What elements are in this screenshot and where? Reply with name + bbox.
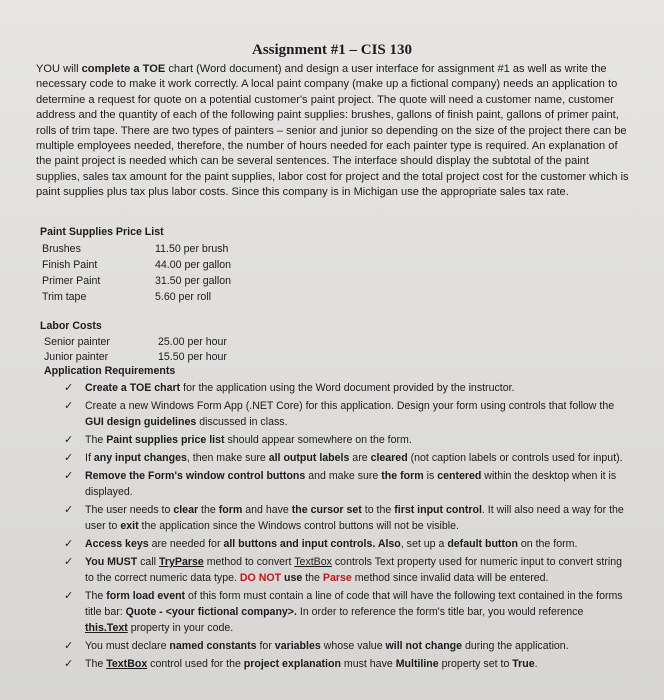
requirement-text-run: call [137,556,159,568]
requirement-text-run: the application since the Windows control buttons will not be visible. [138,520,459,532]
requirement-text [85,556,622,584]
requirement-text-run: all output labels [268,452,350,464]
requirement-text-run: whose value [320,640,386,652]
requirement-text-run: are [349,452,371,464]
requirement-item [64,398,624,430]
intro-paragraph [36,62,632,201]
requirement-text-run: the cursor set [291,504,362,516]
labor-cost-name: Senior painter [44,336,110,348]
requirement-item [64,656,624,672]
requirement-text [85,640,569,652]
requirement-text-run: Parse [322,572,352,584]
requirement-item [64,554,624,586]
requirement-text [85,434,412,446]
requirement-text-run: is [423,470,438,482]
requirement-text [85,382,515,394]
checkmark-icon: ✓ [64,504,74,516]
labor-cost-price: 15.50 per hour [158,351,227,363]
requirement-text-run: The user needs to [85,504,174,516]
requirement-text [85,590,623,634]
requirement-text-run: method since invalid data will be entered. [351,572,549,584]
requirement-text-run: the [302,572,323,584]
requirement-text-run: TryParse [158,556,204,568]
requirement-text-run: default button [447,538,518,550]
requirement-text [85,400,614,428]
requirement-text-run: this.Text [85,622,128,634]
requirement-text-run: controls Text property used for numeric input to convert string to the correct numeric data type. [85,556,623,584]
checkmark-icon: ✓ [64,400,74,412]
requirement-text-run: In order to reference the form's title bar, you would reference [296,606,584,618]
requirement-text-run: property set to [438,658,513,670]
requirement-text-run: . [534,658,538,670]
requirement-text-run: clear [173,504,199,516]
labor-cost-name: Junior painter [44,351,109,363]
requirement-text-run: on the form. [517,538,578,550]
requirement-item [64,468,624,500]
requirement-text-run: variables [274,640,321,652]
requirements-heading: Application Requirements [44,365,176,377]
requirement-text-run: Quote - <your fictional company>. [125,606,297,618]
requirement-text-run: (not caption labels or controls used for input). [407,452,623,464]
requirement-text-run: centered [437,470,482,482]
assignment-title: Assignment #1 – CIS 130 [251,42,413,58]
requirement-text-run: should appear somewhere on the form. [224,434,412,446]
requirement-text-run: Remove the Form's window control buttons [85,470,306,482]
checkmark-icon: ✓ [64,538,74,550]
requirement-text-run: exit [120,520,139,532]
requirement-text-run: any input changes [93,452,187,464]
paint-supplies-heading: Paint Supplies Price List [40,226,164,238]
requirement-text-run: method to convert [203,556,295,568]
checkmark-icon: ✓ [64,590,74,602]
requirement-text-run: TextBox [294,556,332,568]
paint-supply-name: Finish Paint [42,259,98,271]
paint-supply-price: 11.50 per brush [155,243,229,255]
intro-text-run: chart (Word document) and design a user interface for assignment #1 as well as write the necessary code to make it work correctly. A local paint company (make up a fictional company) needs an application to determine a request for quote on a potential customer's paint project. The quote will need a customer name, customer address and the quantity of each of the following paint supplies: brushes, gallons of finish paint, gallons of primer paint, rolls of trim tape. There are two types of painters – senior and junior so depending on the size of the project there can be multiple employees needed, therefore, the number of hours needed for each painter type is required. An explanation of the paint project is needed which can be several sentences. The interface should display the subtotal of the paint supplies, sales tax amount for the paint supplies, labor cost for project and the total project cost for the customer which is paint supplies plus tax plus labor costs. Since this company is in Michigan use the appropriate sales tax rate. [36,63,629,199]
labor-cost-price: 25.00 per hour [158,336,227,348]
requirement-item [64,502,624,534]
requirement-text-run: and have [242,504,292,516]
requirement-text-run: discussed in class. [196,416,288,428]
requirement-text-run: Access keys [85,538,149,550]
labor-costs-heading: Labor Costs [40,320,102,332]
requirement-text [85,452,623,464]
requirement-item [64,536,624,552]
requirement-text-run: are needed for [148,538,224,550]
requirement-text-run: must have [340,658,396,670]
requirement-text-run: project explanation [243,658,341,670]
requirement-text-run: to the [361,504,395,516]
checkmark-icon: ✓ [64,470,74,482]
requirement-text-run: If [85,452,94,464]
requirement-text-run: DO NOT [239,572,282,584]
checkmark-icon: ✓ [64,658,74,670]
requirement-text-run: first input control [394,504,482,516]
checkmark-icon: ✓ [64,452,74,464]
paint-supply-price: 31.50 per gallon [155,275,231,287]
requirement-text-run: the [198,504,219,516]
paint-supply-name: Primer Paint [42,275,101,287]
requirement-text-run: property in your code. [127,622,234,634]
requirements-list [64,380,624,674]
requirement-text-run: the form [381,470,424,482]
checkmark-icon: ✓ [64,382,74,394]
requirement-text-run: use [281,572,303,584]
requirement-text-run: TextBox [106,658,148,670]
requirement-text-run: The [85,658,107,670]
checkmark-icon: ✓ [64,640,74,652]
requirement-text-run: for [256,640,275,652]
paint-supply-price: 44.00 per gallon [155,259,231,271]
requirement-text [85,504,624,532]
requirement-item [64,380,624,396]
requirement-text-run: You must declare [85,640,170,652]
requirement-text-run: during the application. [462,640,569,652]
requirement-text-run: named constants [169,640,257,652]
requirement-text-run: GUI design guidelines [85,416,197,428]
requirement-item [64,638,624,654]
requirement-item [64,432,624,448]
requirement-text [85,538,577,550]
requirement-item [64,450,624,466]
requirement-text-run: The [85,590,107,602]
intro-text-run: YOU will [36,63,82,75]
requirement-text-run: within the desktop when it is displayed. [85,470,617,498]
requirement-text-run: form [218,504,243,516]
paint-supply-name: Brushes [42,243,81,255]
paint-supply-name: Trim tape [42,291,87,303]
requirement-text-run: Create a new Windows Form App (.NET Core) for this application. Design your form using controls that follow the [85,400,615,412]
requirement-text-run: The [85,434,107,446]
paint-supply-price: 5.60 per roll [155,291,211,303]
checkmark-icon: ✓ [64,556,74,568]
requirement-text-run: . It will also need a way for the user to [85,504,624,532]
requirement-text-run: of this form must contain a line of code that will have the following text contained in the forms title bar: [85,590,623,618]
checkmark-icon: ✓ [64,434,74,446]
requirement-text-run: True [512,658,535,670]
requirement-text [85,658,538,670]
requirement-text [85,470,616,498]
requirement-text-run: You MUST [85,556,138,568]
requirement-text-run: Multiline [395,658,439,670]
requirement-text-run: , then make sure [186,452,269,464]
requirement-text-run: for the application using the Word document provided by the instructor. [180,382,515,394]
requirement-item [64,588,624,636]
requirement-text-run: Create a TOE chart [85,382,181,394]
requirement-text-run: will not change [385,640,463,652]
requirement-text-run: form load event [106,590,186,602]
requirement-text-run: Paint supplies price list [106,434,225,446]
requirement-text-run: all buttons and input controls. Also [223,538,401,550]
requirement-text-run: cleared [370,452,408,464]
requirement-text-run: and make sure [305,470,382,482]
intro-text-run: complete a TOE [81,63,166,75]
requirement-text-run: control used for the [147,658,244,670]
requirement-text-run: , set up a [400,538,448,550]
